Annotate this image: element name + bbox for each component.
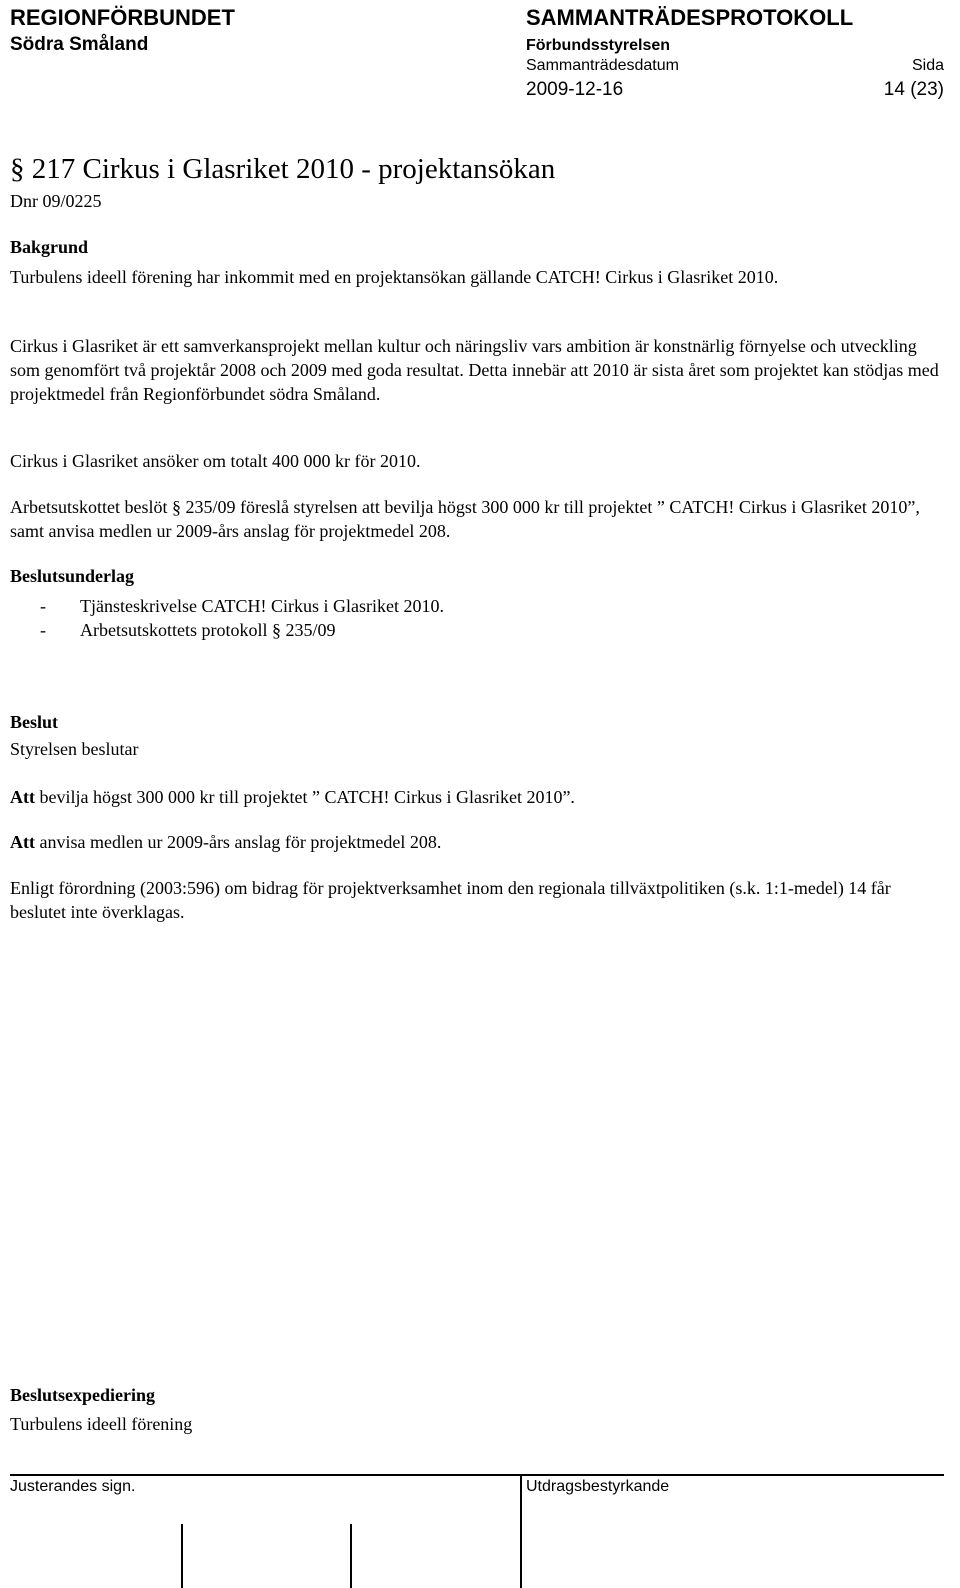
org-region: Södra Småland <box>10 34 149 55</box>
decision-att-label: Att <box>10 787 35 807</box>
heading-basis: Beslutsunderlag <box>10 566 135 586</box>
decision-intro: Styrelsen beslutar <box>10 739 139 759</box>
basis-item <box>40 618 336 642</box>
footer-divider <box>181 1524 183 1588</box>
background-paragraph-3: Cirkus i Glasriket ansöker om totalt 400 000 kr för 2010. <box>10 451 421 471</box>
footer-cert-label: Utdragsbestyrkande <box>526 1478 670 1495</box>
decision-att-text: bevilja högst 300 000 kr till projektet ” CATCH! Cirkus i Glasriket 2010”. <box>39 787 575 807</box>
dnr: Dnr 09/0225 <box>10 191 102 211</box>
paragraph-sign-inline: § <box>171 497 181 517</box>
board-name: Förbundsstyrelsen <box>526 37 671 54</box>
basis-item-dash: - <box>40 620 46 640</box>
page-number: 14 (23) <box>883 79 944 100</box>
paragraph-sign-inline: § <box>272 620 281 640</box>
heading-background: Bakgrund <box>10 237 89 257</box>
footer-sign-label: Justerandes sign. <box>10 1478 136 1495</box>
section-title-text: 217 Cirkus i Glasriket 2010 - projektansökan <box>31 153 556 185</box>
org-name: REGIONFÖRBUNDET <box>10 5 235 30</box>
decision-item-1 <box>10 785 575 809</box>
heading-decision: Beslut <box>10 712 59 732</box>
basis-item-text: Tjänsteskrivelse CATCH! Cirkus i Glasriket 2010. <box>80 596 444 616</box>
basis-item-ref: 235/09 <box>285 620 336 640</box>
basis-item-text: Arbetsutskottets protokoll <box>80 620 268 640</box>
meeting-date: 2009-12-16 <box>526 79 624 100</box>
footer-divider <box>520 1474 522 1588</box>
basis-item <box>40 594 444 618</box>
doc-type: SAMMANTRÄDESPROTOKOLL <box>526 5 854 30</box>
section-title <box>10 153 555 186</box>
background-paragraph-4 <box>10 495 940 543</box>
footer-top-rule <box>10 1474 944 1476</box>
background-paragraph-4-a: Arbetsutskottet beslöt <box>10 497 168 517</box>
date-label: Sammanträdesdatum <box>526 57 679 74</box>
decision-att-label: Att <box>10 832 35 852</box>
page-label: Sida <box>911 57 944 74</box>
dispatch-recipient: Turbulens ideell förening <box>10 1414 193 1434</box>
heading-dispatch: Beslutsexpediering <box>10 1385 156 1405</box>
decision-att-text: anvisa medlen ur 2009-års anslag för projektmedel 208. <box>39 832 442 852</box>
decision-item-2 <box>10 830 441 854</box>
background-paragraph-1: Turbulens ideell förening har inkommit med en projektansökan gällande CATCH! Cirkus i Glasriket 2010. <box>10 267 779 287</box>
decision-appeal-note: Enligt förordning (2003:596) om bidrag för projektverksamhet inom den regionala tillväxtpolitiken (s.k. 1:1-medel) 14 får beslutet inte överklagas. <box>10 878 891 922</box>
background-paragraph-2: Cirkus i Glasriket är ett samverkansprojekt mellan kultur och näringsliv vars ambition är konstnärlig förnyelse och utveckling som genomfört två projektår 2008 och 2009 med goda resultat. Detta innebär att 2010 är sista året som projektet kan stödjas med projektmedel från Regionförbundet södra Småland. <box>10 336 939 404</box>
background-paragraph-4-b: 235/09 föreslå styrelsen att bevilja högst 300 000 kr till projektet ” CATCH! Cirkus i Glasriket 2010”, samt anvisa medlen ur 2009-års anslag för projektmedel 208. <box>10 497 920 541</box>
paragraph-sign: § <box>10 153 25 185</box>
basis-item-dash: - <box>40 596 46 616</box>
footer-divider <box>350 1524 352 1588</box>
